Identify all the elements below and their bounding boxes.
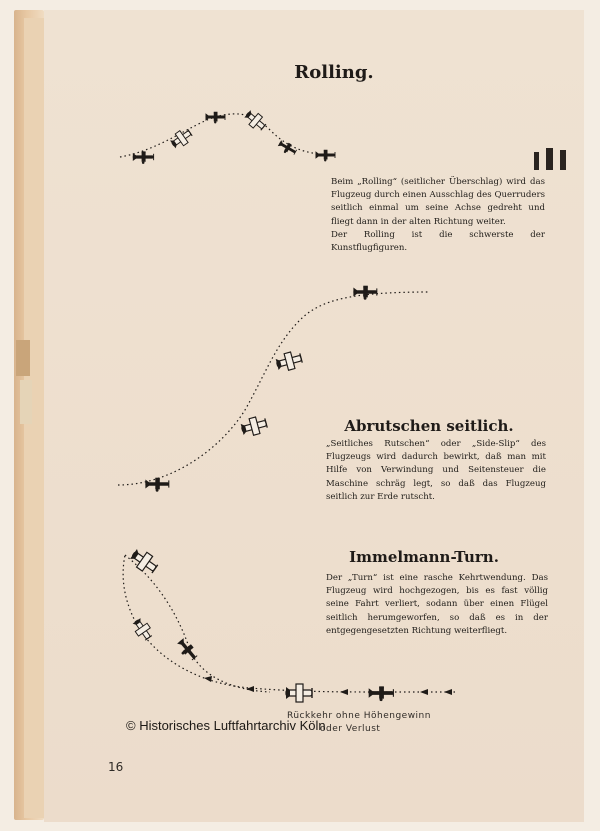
immelmann-plane-4 [286,684,312,702]
slip-plane-1 [145,479,168,492]
rolling-plane-1 [133,152,154,164]
rolling-plane-6 [316,151,336,162]
rolling-plane-4 [243,108,268,132]
abrutschen-paragraph-1: „Seitliches Rutschen“ oder „Side-Slip“ des Flugzeugs wird dadurch bewirkt, daß man mit Hilfe von Verwindung und Seitensteuer die Maschine schräg legt, so daß das Flugzeug seitlich zur Erde rutscht. [326,439,546,502]
section-title-immelmann: Immelmann-Turn. [349,548,499,566]
rolling-plane-5 [277,139,298,157]
slip-plane-4 [353,287,376,300]
immelmann-paragraph-1: Der „Turn“ ist eine rasche Kehrtwendung. Das Flugzeug wird hochgezogen, bis es fast völlig seine Fahrt verliert, sodann über einen Flügel seitlich herumgeworfen, so daß es in der entgegengesetzten Richtung weiterfliegt. [326,573,548,636]
immelmann-caption-line1: Rückkehr ohne Höhengewinn [287,711,431,721]
section-title-rolling: Rolling. [294,62,374,83]
slip-plane-2 [240,415,268,438]
rolling-paragraph-1: Beim „Rolling“ (seitlicher Überschlag) wird das Flugzeug durch einen Ausschlag des Querruders seitlich einmal um seine Achse gedreht und fliegt dann in der alten Richtung weiter. [331,177,545,227]
page-number: 16 [108,760,124,774]
immelmann-plane-2 [131,617,155,642]
immelmann-caption-line2: oder Verlust [320,724,381,734]
rolling-plane-3 [206,113,226,124]
slip-plane-3 [275,350,303,373]
rolling-paragraph-2: Der Rolling ist die schwerste der Kunstflugfiguren. [331,229,545,254]
immelmann-plane-5 [369,687,394,701]
rolling-plane-2 [169,127,194,151]
copyright-watermark: © Historisches Luftfahrtarchiv Köln [126,718,326,733]
section-title-abrutschen: Abrutschen seitlich. [344,417,514,435]
